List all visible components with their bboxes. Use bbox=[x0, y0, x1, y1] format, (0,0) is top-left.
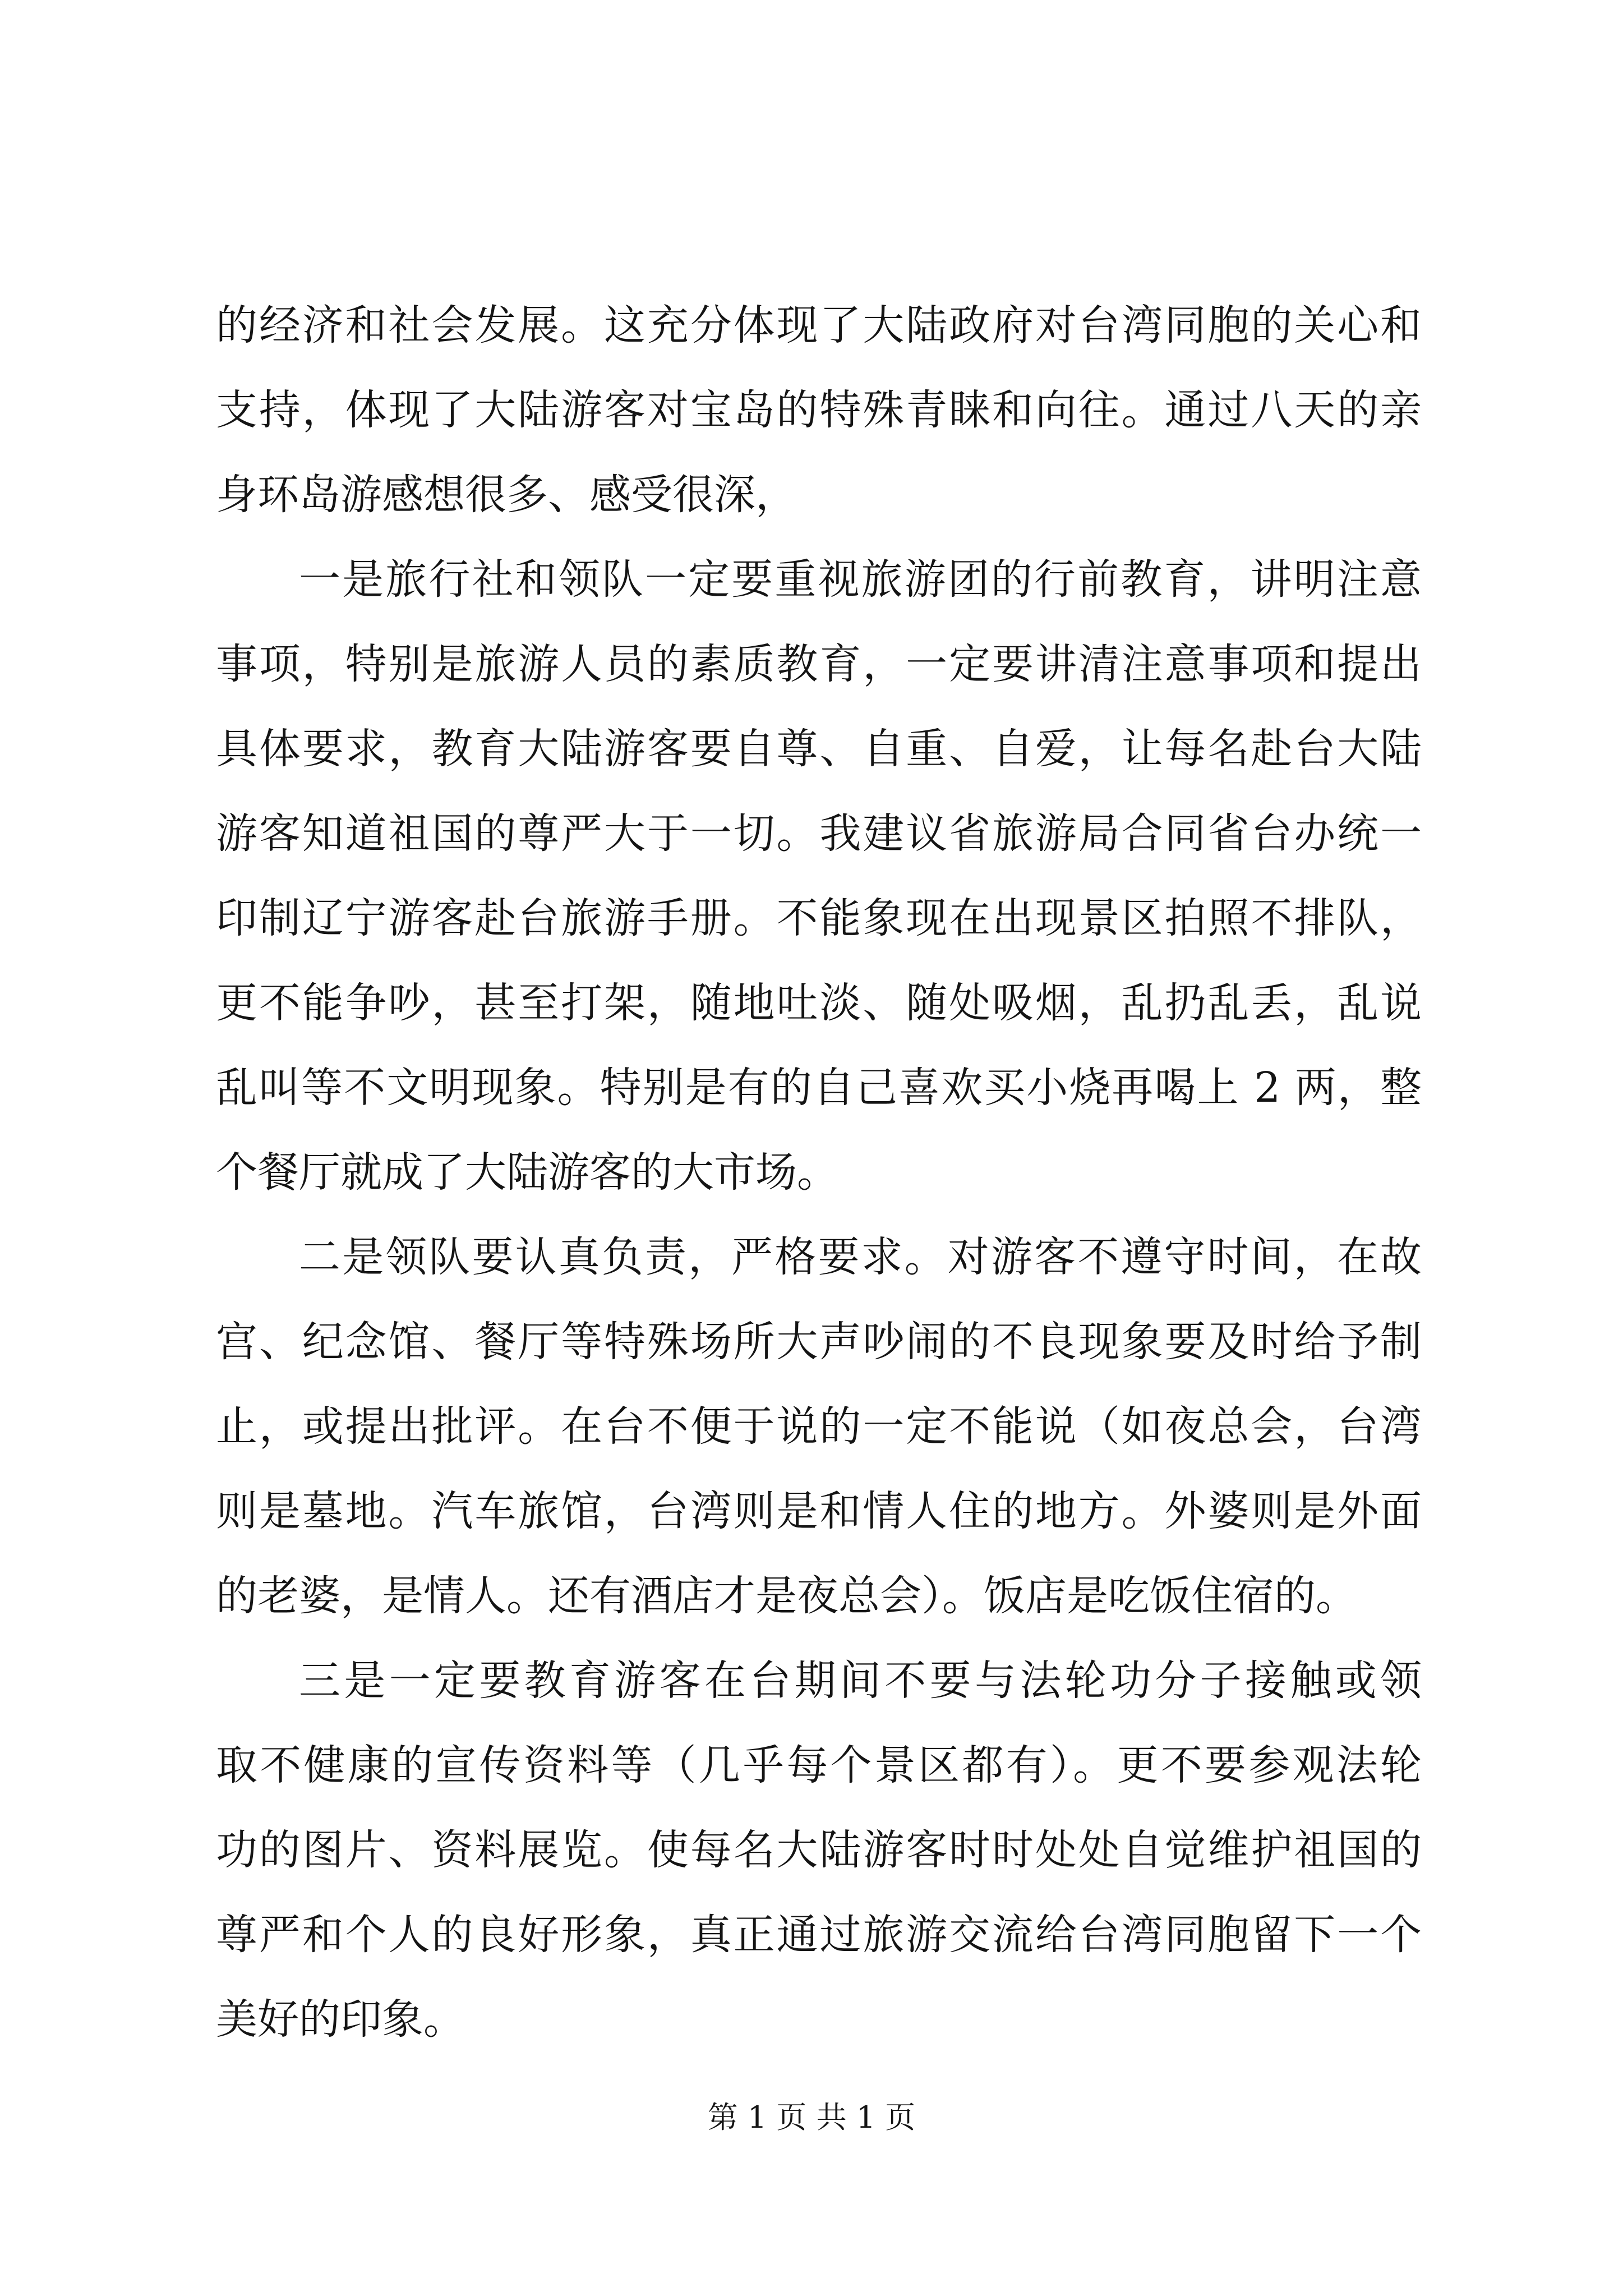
text-line: 的经济和社会发展。这充分体现了大陆政府对台湾同胞的关心和 bbox=[216, 301, 1422, 349]
text-line: 三是一定要教育游客在台期间不要与法轮功分子接触或领 bbox=[299, 1657, 1422, 1705]
text-line: 更不能争吵，甚至打架，随地吐淡、随处吸烟，乱扔乱丢，乱说 bbox=[216, 979, 1422, 1027]
text-line: 二是领队要认真负责，严格要求。对游客不遵守时间，在故 bbox=[299, 1233, 1422, 1281]
paragraph-1 bbox=[216, 283, 1422, 537]
text-line: 事项，特别是旅游人员的素质教育，一定要讲清注意事项和提出 bbox=[216, 640, 1422, 688]
text-line: 美好的印象。 bbox=[216, 1995, 465, 2044]
text-line: 具体要求，教育大陆游客要自尊、自重、自爱，让每名赴台大陆 bbox=[216, 725, 1422, 773]
text-line: 尊严和个人的良好形象，真正通过旅游交流给台湾同胞留下一个 bbox=[216, 1911, 1422, 1959]
text-line: 则是墓地。汽车旅馆，台湾则是和情人住的地方。外婆则是外面 bbox=[216, 1487, 1422, 1535]
text-line: 个餐厅就成了大陆游客的大市场。 bbox=[216, 1148, 838, 1197]
paragraph-2 bbox=[216, 537, 1422, 1215]
text-line: 乱叫等不文明现象。特别是有的自己喜欢买小烧再喝上 2 两，整 bbox=[216, 1064, 1422, 1112]
text-line: 止，或提出批评。在台不便于说的一定不能说（如夜总会，台湾 bbox=[216, 1402, 1422, 1451]
text-line: 功的图片、资料展览。使每名大陆游客时时处处自觉维护祖国的 bbox=[216, 1826, 1422, 1874]
paragraph-4 bbox=[216, 1639, 1422, 2062]
page-footer bbox=[0, 2095, 1623, 2140]
document-body bbox=[216, 283, 1422, 2062]
text-line: 游客知道祖国的尊严大于一切。我建议省旅游局合同省台办统一 bbox=[216, 809, 1422, 858]
text-line: 身环岛游感想很多、感受很深， bbox=[216, 471, 797, 519]
text-line: 印制辽宁游客赴台旅游手册。不能象现在出现景区拍照不排队， bbox=[216, 894, 1422, 942]
text-line: 宫、纪念馆、餐厅等特殊场所大声吵闹的不良现象要及时给予制 bbox=[216, 1318, 1422, 1366]
text-line: 一是旅行社和领队一定要重视旅游团的行前教育，讲明注意 bbox=[299, 555, 1422, 604]
paragraph-3 bbox=[216, 1215, 1422, 1639]
text-line: 支持，体现了大陆游客对宝岛的特殊青睐和向往。通过八天的亲 bbox=[216, 386, 1422, 434]
text-line: 取不健康的宣传资料等（几乎每个景区都有）。更不要参观法轮 bbox=[216, 1741, 1422, 1789]
text-line: 的老婆，是情人。还有酒店才是夜总会）。饭店是吃饭住宿的。 bbox=[216, 1572, 1357, 1620]
page-number-label: 第 1 页 共 1 页 bbox=[707, 2100, 916, 2135]
